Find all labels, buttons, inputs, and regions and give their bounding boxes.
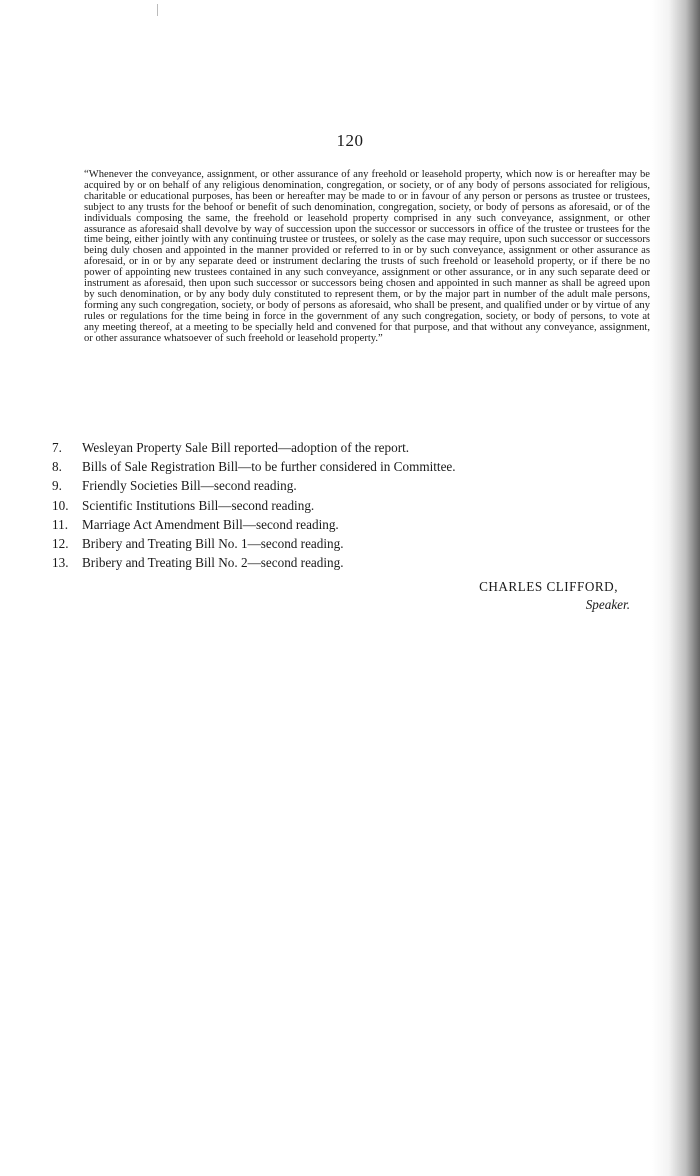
item-number: 13. bbox=[52, 555, 69, 571]
item-text: Bribery and Treating Bill No. 1—second reading. bbox=[82, 536, 344, 552]
page-mark bbox=[157, 4, 158, 16]
list-item bbox=[52, 457, 612, 476]
item-number: 11. bbox=[52, 516, 68, 532]
item-number: 9. bbox=[52, 478, 62, 494]
item-text: Scientific Institutions Bill—second reading. bbox=[82, 497, 315, 513]
signatory-name: CHARLES CLIFFORD, bbox=[479, 579, 618, 594]
list-item bbox=[52, 476, 612, 495]
item-number: 7. bbox=[52, 440, 62, 455]
item-text: Friendly Societies Bill—second reading. bbox=[82, 478, 297, 494]
order-of-business-list bbox=[52, 438, 612, 572]
quoted-clause bbox=[84, 170, 650, 345]
list-item bbox=[52, 438, 612, 457]
item-number: 10. bbox=[52, 497, 69, 513]
item-number: 12. bbox=[52, 536, 69, 552]
page-edge-shadow bbox=[652, 0, 700, 1176]
item-number: 8. bbox=[52, 459, 62, 475]
item-text: Wesleyan Property Sale Bill reported—adoption of the report. bbox=[82, 440, 410, 455]
list-item bbox=[52, 515, 612, 534]
item-text: Bills of Sale Registration Bill—to be further considered in Committee. bbox=[82, 459, 456, 475]
signature-block bbox=[479, 578, 630, 614]
page-number: 120 bbox=[336, 131, 364, 150]
quoted-clause-text: “Whenever the conveyance, assignment, or other assurance of any freehold or leasehold property, which now is or hereafter may be acquired by or on behalf of any religious denomination, congregation, or society, or of any body of persons associated for religious, charitable or educational purposes, has been or hereafter may be made to or in favour of any person or persons as trustee or trustees, subject to any trusts for the behoof or benefit of such denomination, congregation, society, or body of persons as aforesaid, or of the individuals composing the same, the freehold or leasehold property comprised in any such conveyance, assignment, or other assurance as aforesaid shall devolve by way of succession upon the successor or successors in office of the trustee or trustees for the time being, either jointly with any continuing trustee or trustees, or solely as the case may require, upon such successor or successors being duly chosen and appointed in the manner provided or referred to in or by such conveyance, assignment or other assurance as aforesaid, or in or by any separate deed or instrument declaring the trusts of such freehold or leasehold property, or if there be no power of appointing new trustees contained in any such conveyance, assignment or other assurance, or in any such separate deed or instrument as aforesaid, then upon such successor or successors being chosen and appointed in such manner as shall be agreed upon by such denomination, or by any body duly constituted to represent them, or by the major part in number of the adult male persons, forming any such congregation, society, or body of persons as aforesaid, who shall be present, and qualified under or by virtue of any rules or regulations for the time being in force in the government of any such congregation, society, or body of persons, to vote at any meeting thereof, at a meeting to be specially held and convened for that purpose, and that without any conveyance, assignment, or other assurance whatsoever of such freehold or leasehold property.” bbox=[84, 169, 650, 344]
item-text: Marriage Act Amendment Bill—second reading. bbox=[82, 516, 339, 532]
list-item bbox=[52, 496, 612, 515]
list-item bbox=[52, 553, 612, 572]
signatory-title: Speaker. bbox=[585, 597, 630, 612]
item-text: Bribery and Treating Bill No. 2—second reading. bbox=[82, 555, 344, 571]
list-item bbox=[52, 534, 612, 553]
